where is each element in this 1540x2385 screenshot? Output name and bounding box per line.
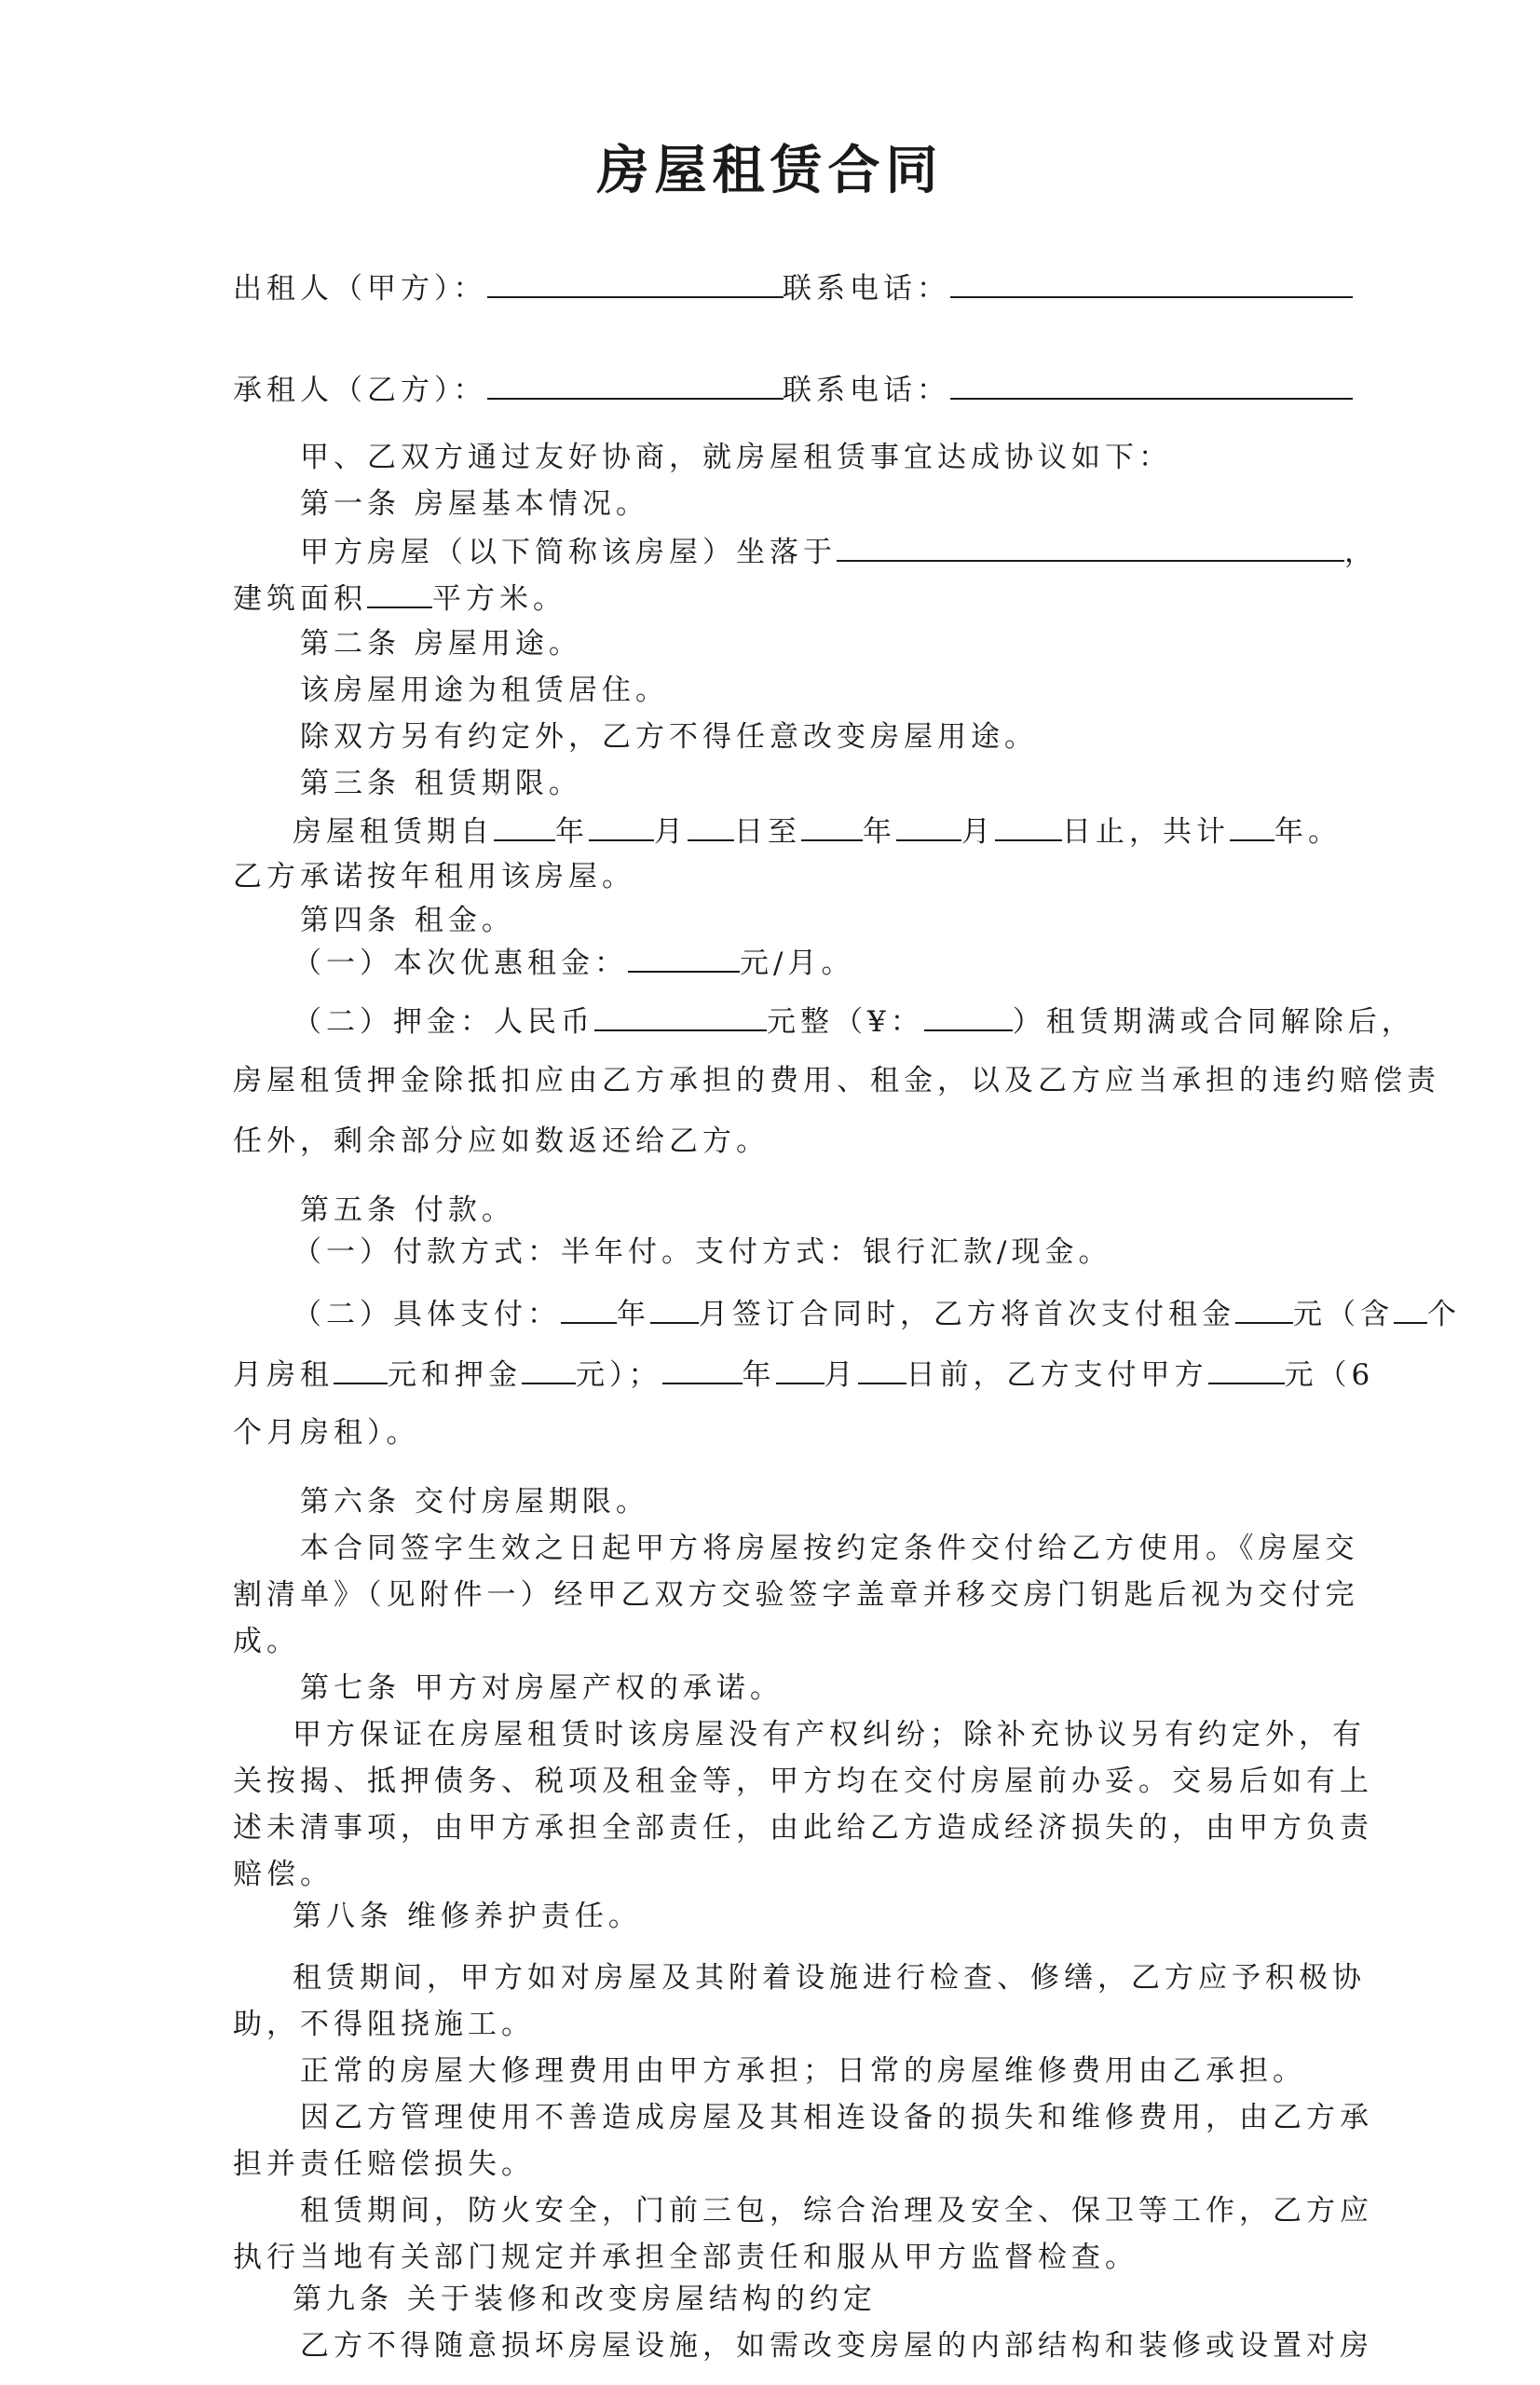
article-3-term: 房屋租赁期自 年 月 日至 年 月 日止，共计 年。 [293,811,1342,851]
article-8-line-5: 担并责任赔偿损失。 [233,2147,535,2181]
party-a-phone-row [783,268,1353,307]
article-6-line-1: 本合同签字生效之日起甲方将房屋按约定条件交付给乙方使用。《房屋交 [300,1532,1359,1565]
article-8-line-4: 因乙方管理使用不善造成房屋及其相连设备的损失和维修费用，由乙方承 [300,2101,1373,2134]
page-title: 房屋租赁合同 [596,140,944,201]
article-4-heading: 第四条 租金。 [300,904,515,937]
article-1-heading: 第一条 房屋基本情况。 [300,487,649,521]
party-b-phone-blank [950,370,1353,400]
article-4-deposit: （二）押金：人民币 元整（¥： ）租赁期满或合同解除后， [293,1002,1415,1041]
article-1-location: 甲方房屋（以下简称该房屋）坐落于 ， [300,532,1378,571]
article-5-method: （一）付款方式：半年付。支付方式：银行汇款/现金。 [293,1235,1112,1269]
intro-line: 甲、乙双方通过友好协商，就房屋租赁事宜达成协议如下： [300,441,1172,474]
party-b-label: 承租人（乙方）： [233,374,487,407]
article-5-payment: （二）具体支付： 年 月签订合同时，乙方将首次支付租金 元（含 个 [293,1294,1461,1333]
article-9-heading: 第九条 关于装修和改变房屋结构的约定 [293,2283,877,2316]
party-b-row [233,370,784,409]
article-4-deposit-line-3: 任外，剩余部分应如数返还给乙方。 [233,1124,770,1158]
article-8-line-7: 执行当地有关部门规定并承担全部责任和服从甲方监督检查。 [233,2241,1138,2274]
article-6-line-2: 割清单》（见附件一）经甲乙双方交验签字盖章并移交房门钥匙后视为交付完 [233,1578,1359,1612]
party-a-label: 出租人（甲方）： [233,272,487,306]
article-2-line-2: 除双方另有约定外，乙方不得任意改变房屋用途。 [300,720,1038,754]
article-5-heading: 第五条 付款。 [300,1193,515,1227]
article-3-promise: 乙方承诺按年租用该房屋。 [233,860,635,893]
article-7-line-2: 关按揭、抵押债务、税项及租金等，甲方均在交付房屋前办妥。交易后如有上 [233,1765,1373,1798]
article-8-line-3: 正常的房屋大修理费用由甲方承担；日常的房屋维修费用由乙承担。 [300,2054,1306,2088]
article-7-heading: 第七条 甲方对房屋产权的承诺。 [300,1671,784,1705]
article-7-line-4: 赔偿。 [233,1858,334,1891]
article-8-heading: 第八条 维修养护责任。 [293,1900,642,1933]
article-8-line-6: 租赁期间，防火安全，门前三包，综合治理及安全、保卫等工作，乙方应 [300,2194,1373,2228]
deposit-amount-blank [924,1002,1013,1031]
party-b-name-blank [487,370,784,400]
article-8-line-1: 租赁期间，甲方如对房屋及其附着设施进行检查、修缮，乙方应予积极协 [293,1961,1366,1995]
article-5-payment-line-3: 个月房租）。 [233,1416,420,1450]
deposit-blank [594,1002,767,1031]
article-7-line-1: 甲方保证在房屋租赁时该房屋没有产权纠纷；除补充协议另有约定外，有 [293,1718,1366,1751]
party-b-phone-row [783,370,1353,409]
article-1-area: 建筑面积 平方米。 [233,579,566,618]
party-a-name-blank [487,268,784,298]
rent-blank [628,943,740,973]
article-2-heading: 第二条 房屋用途。 [300,627,582,661]
party-a-row [233,268,784,307]
article-2-line-1: 该房屋用途为租赁居住。 [300,674,669,707]
location-blank [837,532,1344,562]
party-a-phone-label: 联系电话： [783,272,950,306]
article-4-deposit-line-2: 房屋租赁押金除抵扣应由乙方承担的费用、租金，以及乙方应当承担的违约赔偿责 [233,1064,1440,1097]
article-6-heading: 第六条 交付房屋期限。 [300,1485,649,1519]
article-4-rent: （一）本次优惠租金： 元/月。 [293,943,854,982]
article-8-line-2: 助，不得阻挠施工。 [233,2008,535,2041]
article-3-heading: 第三条 租赁期限。 [300,767,582,800]
article-9-line-1: 乙方不得随意损坏房屋设施，如需改变房屋的内部结构和装修或设置对房 [300,2329,1373,2363]
party-b-phone-label: 联系电话： [783,374,950,407]
article-7-line-3: 述未清事项，由甲方承担全部责任，由此给乙方造成经济损失的，由甲方负责 [233,1811,1373,1845]
article-6-line-3: 成。 [233,1625,300,1658]
area-blank [367,579,432,608]
party-a-phone-blank [950,268,1353,298]
article-5-payment-line-2: 月房租 元和押金 元）； 年 月 日前，乙方支付甲方 元（6 [233,1355,1374,1394]
